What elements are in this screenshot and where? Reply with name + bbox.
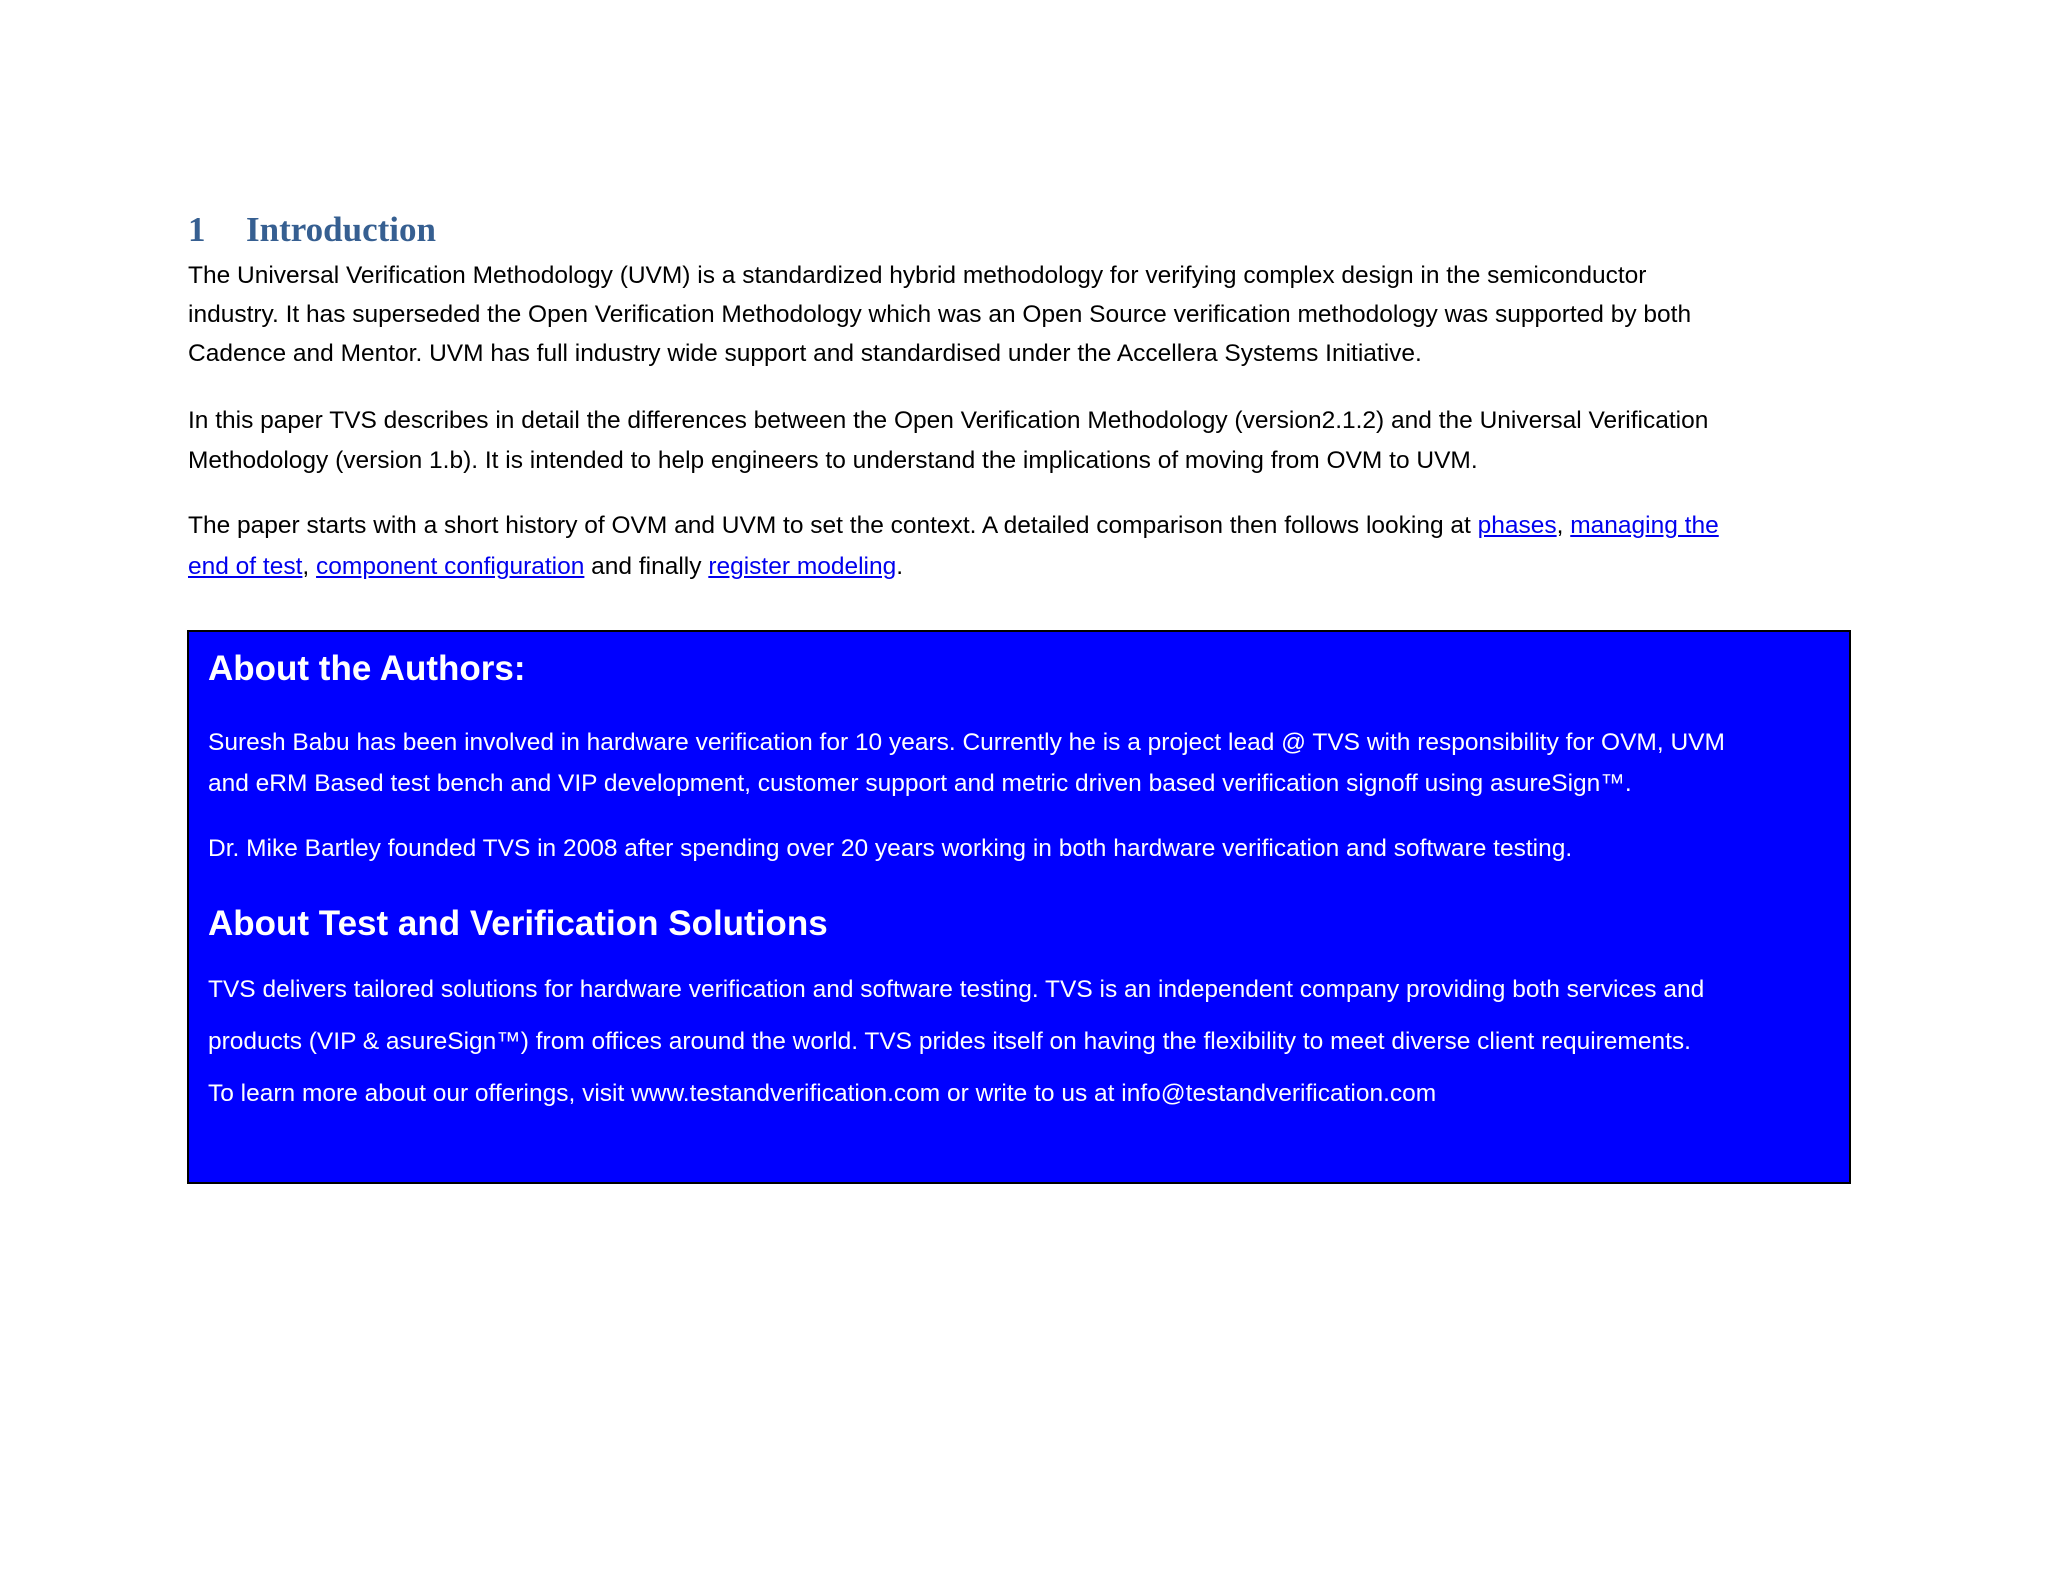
- section-number: 1: [188, 210, 206, 249]
- about-box: [187, 630, 1851, 1184]
- intro-line: [188, 506, 1719, 546]
- authors-line: and eRM Based test bench and VIP development, customer support and metric driven based verification signoff using asureSign™.: [208, 770, 1632, 797]
- text: ,: [302, 553, 317, 580]
- company-line: TVS delivers tailored solutions for hardware verification and software testing. TVS is an independent company providing both services and: [208, 976, 1705, 1003]
- intro-line: Cadence and Mentor. UVM has full industry wide support and standardised under the Accellera Systems Initiative.: [188, 340, 1422, 367]
- intro-line: [188, 547, 903, 587]
- company-line: To learn more about our offerings, visit www.testandverification.com or write to us at info@testandverification.com: [208, 1080, 1437, 1107]
- intro-line: In this paper TVS describes in detail the differences between the Open Verification Methodology (version2.1.2) and the Universal Verification: [188, 407, 1709, 434]
- link-phases[interactable]: phases: [1477, 512, 1557, 539]
- link-managing-end-of-test[interactable]: managing the: [1570, 512, 1719, 539]
- authors-line: Dr. Mike Bartley founded TVS in 2008 after spending over 20 years working in both hardware verification and software testing.: [208, 835, 1573, 862]
- intro-line: The Universal Verification Methodology (UVM) is a standardized hybrid methodology for verifying complex design in the semiconductor: [188, 262, 1647, 289]
- link-component-configuration[interactable]: component configuration: [316, 553, 585, 580]
- section-title: Introduction: [246, 210, 436, 249]
- section-heading: [188, 208, 436, 252]
- link-managing-end-of-test[interactable]: end of test: [188, 553, 303, 580]
- text: and finally: [584, 553, 709, 580]
- text: ,: [1556, 512, 1571, 539]
- intro-line: Methodology (version 1.b). It is intended to help engineers to understand the implications of moving from OVM to UVM.: [188, 447, 1478, 474]
- company-heading: About Test and Verification Solutions: [208, 904, 828, 943]
- authors-heading: About the Authors:: [208, 649, 526, 688]
- authors-line: Suresh Babu has been involved in hardware verification for 10 years. Currently he is a project lead @ TVS with responsibility for OVM, UVM: [208, 729, 1725, 756]
- company-line: products (VIP & asureSign™) from offices around the world. TVS prides itself on having the flexibility to meet diverse client requirements.: [208, 1028, 1691, 1055]
- text: .: [896, 553, 904, 580]
- intro-line: industry. It has superseded the Open Verification Methodology which was an Open Source verification methodology was supported by both: [188, 301, 1692, 328]
- text: The paper starts with a short history of OVM and UVM to set the context. A detailed comparison then follows looking at: [188, 512, 1478, 539]
- link-register-modeling[interactable]: register modeling: [708, 553, 897, 580]
